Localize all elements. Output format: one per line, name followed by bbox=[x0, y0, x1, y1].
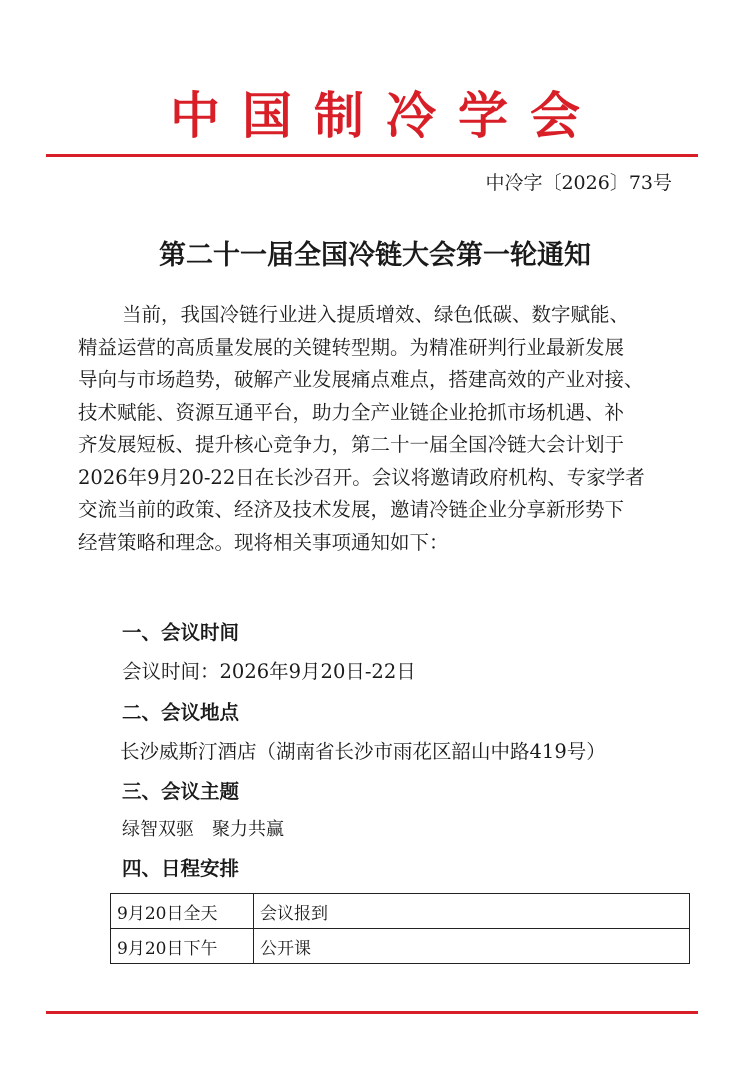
intro-line: 技术赋能、资源互通平台，助力全产业链企业抢抓市场机遇、补 bbox=[78, 400, 625, 424]
section-heading-schedule: 四、日程安排 bbox=[122, 857, 240, 880]
schedule-item: 公开课 bbox=[254, 929, 690, 964]
schedule-item: 会议报到 bbox=[254, 894, 690, 929]
footer-divider bbox=[46, 1011, 698, 1014]
section-heading-time: 一、会议时间 bbox=[122, 621, 240, 644]
intro-line: 经营策略和理念。现将相关事项通知如下： bbox=[78, 530, 449, 554]
section-content-theme: 绿智双驱 聚力共赢 bbox=[122, 819, 284, 840]
table-row bbox=[111, 929, 690, 964]
intro-line: 当前，我国冷链行业进入提质增效、绿色低碳、数字赋能、 bbox=[122, 303, 630, 326]
intro-line: 导向与市场趋势，破解产业发展痛点难点，搭建高效的产业对接、 bbox=[78, 368, 644, 391]
intro-line: 齐发展短板、提升核心竞争力，第二十一届全国冷链大会计划于 bbox=[78, 433, 625, 456]
section-content-time: 会议时间：2026年9月20日-22日 bbox=[122, 660, 416, 683]
schedule-date: 9月20日下午 bbox=[111, 929, 254, 964]
section-content-venue: 长沙威斯汀酒店（湖南省长沙市雨花区韶山中路419号） bbox=[120, 740, 606, 763]
intro-line: 交流当前的政策、经济及技术发展，邀请冷链企业分享新形势下 bbox=[78, 498, 625, 521]
letterhead-divider bbox=[46, 154, 698, 157]
section-heading-theme: 三、会议主题 bbox=[122, 780, 240, 803]
org-letterhead-title: 中国制冷学会 bbox=[170, 86, 602, 145]
intro-line: 精益运营的高质量发展的关键转型期。为精准研判行业最新发展 bbox=[78, 335, 625, 359]
document-title: 第二十一届全国冷链大会第一轮通知 bbox=[159, 240, 591, 271]
schedule-date: 9月20日全天 bbox=[111, 894, 254, 929]
intro-paragraph bbox=[78, 299, 688, 559]
schedule-table bbox=[110, 893, 690, 964]
document-number: 中冷字〔2026〕73号 bbox=[485, 172, 672, 194]
intro-line: 2026年9月20-22日在长沙召开。会议将邀请政府机构、专家学者 bbox=[78, 465, 645, 489]
table-row bbox=[111, 894, 690, 929]
section-heading-venue: 二、会议地点 bbox=[122, 701, 240, 724]
